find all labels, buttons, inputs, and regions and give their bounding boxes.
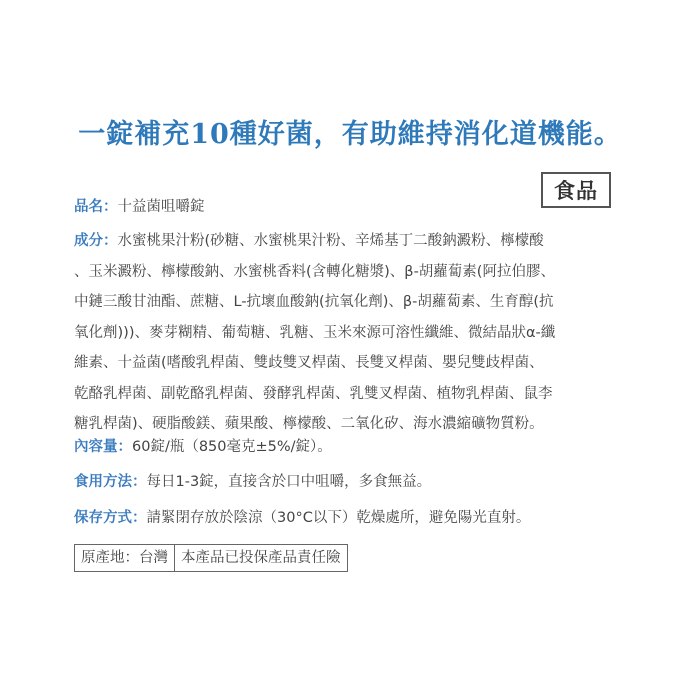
origin-box	[74, 544, 348, 572]
insurance-text: 本產品已投保產品責任險	[174, 545, 347, 571]
contents-row	[74, 437, 332, 457]
ingredients-line: 、玉米澱粉、檸檬酸鈉、水蜜桃香料(含轉化糖漿)、β-胡蘿蔔素(阿拉伯膠、	[74, 263, 555, 280]
ingredients-line: 維素、十益菌(嗜酸乳桿菌、雙歧雙叉桿菌、長雙叉桿菌、嬰兒雙歧桿菌、	[74, 355, 544, 371]
contents-label: 內容量：	[74, 439, 132, 455]
product-name-label: 品名：	[74, 199, 118, 215]
ingredients-line	[74, 226, 634, 257]
ingredients-line: 糖乳桿菌)、硬脂酸鎂、蘋果酸、檸檬酸、二氧化矽、海水濃縮礦物質粉。	[74, 416, 544, 432]
ingredients-text: 水蜜桃果汁粉(砂糖、水蜜桃果汁粉、辛烯基丁二酸鈉澱粉、檸檬酸	[117, 233, 544, 249]
product-name-row	[74, 197, 205, 217]
contents-value: 60錠/瓶（850毫克±5%/錠）。	[132, 439, 332, 455]
food-badge: 食品	[541, 172, 611, 208]
usage-row	[74, 472, 431, 492]
usage-label: 食用方法：	[74, 474, 147, 490]
origin-text: 原產地：台灣	[81, 550, 168, 566]
usage-value: 每日1-3錠，直接含於口中咀嚼，多食無益。	[146, 474, 432, 490]
ingredients-line: 氧化劑)))、麥芽糊精、葡萄糖、乳糖、玉米來源可溶性纖維、微結晶狀α-纖	[74, 324, 556, 341]
headline: 一錠補充10種好菌，有助維持消化道機能。	[78, 119, 622, 150]
product-name-value: 十益菌咀嚼錠	[117, 199, 205, 215]
ingredients-label: 成分：	[74, 233, 118, 249]
storage-row	[74, 508, 530, 528]
storage-label: 保存方式：	[74, 510, 147, 526]
ingredients-line: 乾酪乳桿菌、副乾酪乳桿菌、發酵乳桿菌、乳雙叉桿菌、植物乳桿菌、鼠李	[74, 385, 553, 402]
ingredients-block	[74, 226, 634, 440]
ingredients-line: 中鏈三酸甘油酯、蔗糖、L-抗壞血酸鈉(抗氧化劑)、β-胡蘿蔔素、生育醇(抗	[74, 294, 554, 310]
storage-value: 請緊閉存放於陰涼（30°C以下）乾燥處所，避免陽光直射。	[146, 510, 531, 526]
